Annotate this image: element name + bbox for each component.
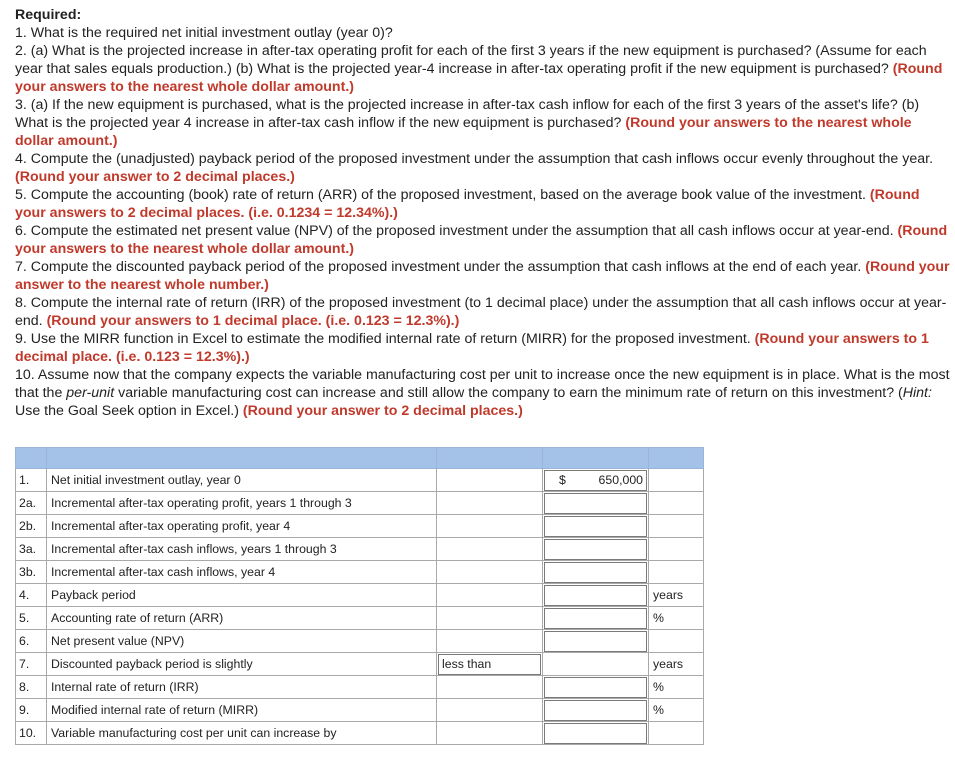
row-number: 2a. [16,492,47,515]
row-label: Net present value (NPV) [47,630,437,653]
table-row [16,561,704,584]
row-label: Discounted payback period is slightly [47,653,437,676]
row-label: Accounting rate of return (ARR) [47,607,437,630]
question-4: 4. Compute the (unadjusted) payback period of the proposed investment under the assumption that cash inflows occur evenly throughout the year. (Round your answer to 2 decimal places.) [15,151,934,185]
table-row [16,538,704,561]
table-row [16,630,704,653]
answer-value: 650,000 [598,472,643,487]
answer-input[interactable] [544,562,647,583]
row-number: 3b. [16,561,47,584]
table-row [16,676,704,699]
unit-label [649,515,704,538]
question-8: 8. Compute the internal rate of return (IRR) of the proposed investment (to 1 decimal place) under the assumption that all cash inflows occur at year-end. (Round your answers to 1 decimal place. (i.e. 0.123 = 12.3%).) [15,295,947,329]
answer-input[interactable] [544,470,647,491]
unit-label: % [649,676,704,699]
unit-label [649,492,704,515]
row-label: Incremental after-tax cash inflows, years 1 through 3 [47,538,437,561]
instructions [15,6,953,420]
row-number: 10. [16,722,47,745]
row-number: 2b. [16,515,47,538]
answer-input[interactable] [544,631,647,652]
question-1: 1. What is the required net initial investment outlay (year 0)? [15,25,393,41]
table-row [16,607,704,630]
row-number: 6. [16,630,47,653]
question-9: 9. Use the MIRR function in Excel to estimate the modified internal rate of return (MIRR) for the proposed investment. (Round your answers to 1 decimal place. (i.e. 0.123 = 12.3%).) [15,331,929,365]
table-row [16,584,704,607]
row-label: Internal rate of return (IRR) [47,676,437,699]
row-label: Incremental after-tax cash inflows, year 4 [47,561,437,584]
table-row [16,699,704,722]
unit-label: % [649,699,704,722]
row-number: 8. [16,676,47,699]
unit-label: % [649,607,704,630]
unit-label [649,538,704,561]
row-label: Variable manufacturing cost per unit can increase by [47,722,437,745]
table-header-row [16,448,704,469]
question-6: 6. Compute the estimated net present value (NPV) of the proposed investment under the assumption that all cash inflows occur at year-end. (Round your answers to the nearest whole dollar amount.) [15,223,948,257]
answer-input[interactable] [544,700,647,721]
unit-label [649,469,704,492]
answer-input[interactable] [544,539,647,560]
table-row [16,515,704,538]
answer-input[interactable] [544,493,647,514]
question-2: 2. (a) What is the projected increase in after-tax operating profit for each of the first 3 years if the new equipment is purchased? (Assume for each year that sales equals production.) (b) What is the projected year-4 increase in after-tax operating profit if the new equipment is purchased? (Round your answers to the nearest whole dollar amount.) [15,43,943,95]
answer-input[interactable] [544,677,647,698]
row-label: Payback period [47,584,437,607]
comparison-select[interactable]: less than [438,654,541,675]
row-number: 4. [16,584,47,607]
answer-table [15,447,704,745]
table-row [16,653,704,676]
row-number: 1. [16,469,47,492]
row-label: Incremental after-tax operating profit, years 1 through 3 [47,492,437,515]
question-3: 3. (a) If the new equipment is purchased, what is the projected increase in after-tax cash inflow for each of the first 3 years of the asset's life? (b) What is the projected year 4 increase in after-tax cash inflow if the new equipment is purchased? (Round your answers to the nearest whole dollar amount.) [15,97,920,149]
unit-label [649,630,704,653]
required-heading: Required: [15,7,82,23]
answer-input[interactable] [544,516,647,537]
dollar-sign: $ [559,472,566,487]
table-row [16,722,704,745]
row-label: Net initial investment outlay, year 0 [47,469,437,492]
answer-input[interactable] [544,585,647,606]
question-5: 5. Compute the accounting (book) rate of return (ARR) of the proposed investment, based on the average book value of the investment. (Round your answers to 2 decimal places. (i.e. 0.1234 = 12.34%).) [15,187,920,221]
question-10: 10. Assume now that the company expects the variable manufacturing cost per unit to increase once the new equipment is in place. What is the most that the per-unit variable manufacturing cost can increase and still allow the company to earn the minimum rate of return on this investment? (Hint: Use the Goal Seek option in Excel.) (Round your answer to 2 decimal places.) [15,367,950,419]
question-7: 7. Compute the discounted payback period of the proposed investment under the assumption that cash inflows at the end of each year. (Round your answer to the nearest whole number.) [15,259,950,293]
row-label: Incremental after-tax operating profit, year 4 [47,515,437,538]
table-row [16,469,704,492]
row-number: 9. [16,699,47,722]
answer-input[interactable] [544,608,647,629]
answer-input[interactable] [544,723,647,744]
unit-label [649,722,704,745]
unit-label [649,561,704,584]
row-number: 5. [16,607,47,630]
table-row [16,492,704,515]
unit-label: years [649,653,704,676]
row-number: 7. [16,653,47,676]
row-number: 3a. [16,538,47,561]
row-label: Modified internal rate of return (MIRR) [47,699,437,722]
unit-label: years [649,584,704,607]
